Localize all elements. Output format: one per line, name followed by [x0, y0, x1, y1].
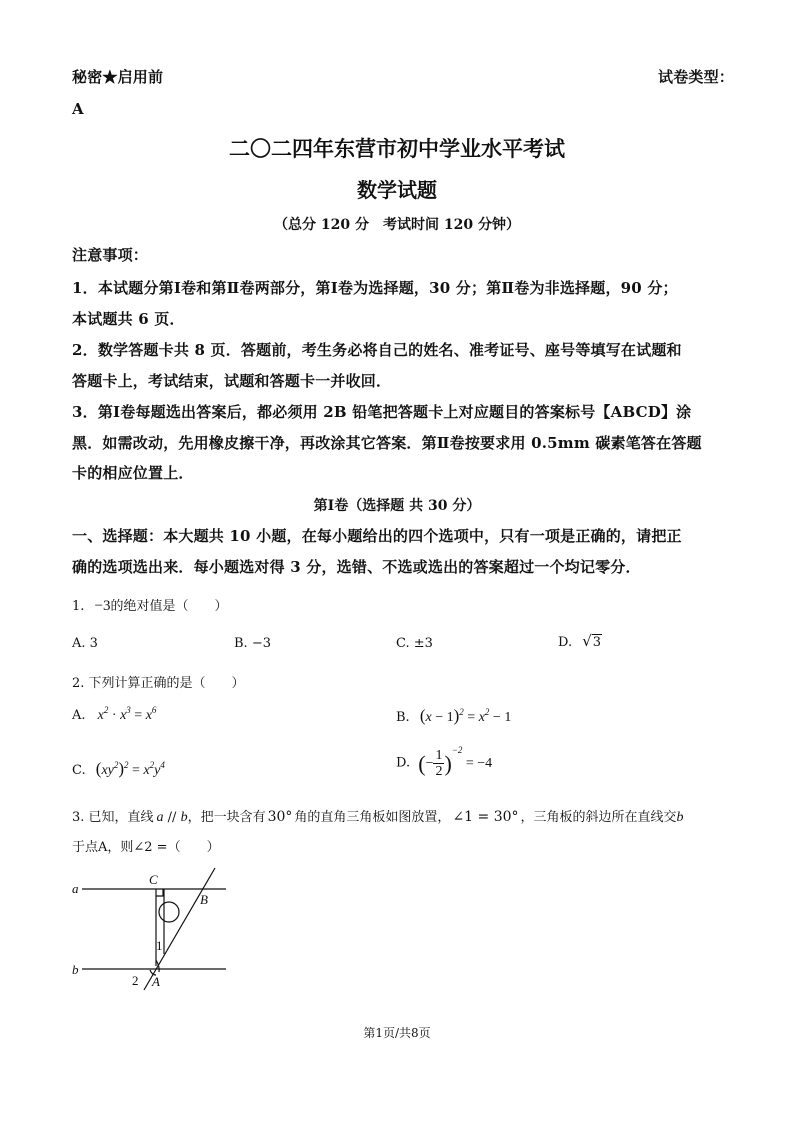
note-2-line-1: 2．数学答题卡共 8 页．答题前，考生务必将自己的姓名、准考证号、座号等填写在试题和	[72, 341, 682, 359]
q2-d-formula: (− $\frac{1}{2}$ )$^{-2}$ = −4	[418, 744, 493, 779]
q2-c-formula: $(xy^2)^2 = x^2y^4$	[95, 759, 165, 778]
q1-option-a[interactable]: A. 3	[72, 636, 98, 651]
label-A: A	[152, 974, 160, 989]
note-1-line-1: 1．本试题分第Ⅰ卷和第Ⅱ卷两部分，第Ⅰ卷为选择题，30 分；第Ⅱ卷为非选择题，90 分；	[72, 279, 678, 297]
option-label: D.	[396, 755, 411, 771]
q3-line-a: a	[156, 810, 164, 825]
score-info: （总分 120 分 考试时间 120 分钟）	[274, 217, 520, 233]
option-label: D.	[558, 635, 573, 650]
page-subtitle: 数学试题	[357, 178, 437, 202]
label-C: C	[149, 872, 158, 887]
question-number: 1.	[72, 599, 85, 614]
question-3-line-2: 于点A，则∠2 =（ ）	[72, 840, 220, 855]
label-2: 2	[132, 973, 139, 988]
q1-expression: −3	[94, 598, 111, 614]
q2-option-a[interactable]	[72, 705, 157, 724]
note-2-line-2: 答题卡上，考试结束，试题和答题卡一并收回．	[72, 372, 392, 390]
section-instruction-line-1: 一、选择题：本大题共 10 小题，在每小题给出的四个选项中，只有一项是正确的，请把正	[72, 527, 682, 545]
note-3-line-1: 3．第Ⅰ卷每题选出答案后，都必须用 2B 铅笔把答题卡上对应题目的答案标号【ABCD】涂	[72, 403, 692, 421]
section-heading: 第Ⅰ卷（选择题 共 30 分）	[313, 498, 481, 514]
q1-option-d[interactable]	[558, 632, 602, 650]
option-label: C.	[72, 763, 86, 778]
q3-text: ，把一块含有	[187, 810, 266, 825]
q2-a-formula: $x^2 \cdot x^3 = x^6$	[97, 705, 157, 723]
note-3-line-2: 黑．如需改动，先用橡皮擦干净，再改涂其它答案．第Ⅱ卷按要求用 0.5mm 碳素笔答在答题	[72, 434, 702, 452]
sqrt-radicand: 3	[592, 635, 602, 650]
page-footer: 第1页/共8页	[363, 1026, 431, 1040]
sqrt-icon: √	[582, 632, 592, 650]
q3-text: ，三角板的斜边所在直线交	[520, 810, 677, 825]
question-3-line-1	[72, 806, 684, 826]
section-instruction-line-2: 确的选项选出来．每小题选对得 3 分，选错、不选或选出的答案超过一个均记零分．	[72, 558, 641, 576]
q2-option-b[interactable]	[396, 706, 511, 726]
triangle-hole	[159, 902, 179, 922]
notes-heading: 注意事项：	[72, 246, 149, 264]
right-angle-mark	[156, 889, 163, 896]
paper-type-value: A	[72, 100, 84, 118]
option-label: A.	[72, 708, 86, 723]
question-2: 2. 下列计算正确的是（ ）	[72, 676, 245, 691]
q3-angle-30: 30°	[267, 809, 293, 825]
q2-option-d[interactable]	[396, 744, 493, 779]
label-b: b	[72, 962, 79, 977]
label-a: a	[72, 881, 79, 896]
q1-option-b[interactable]: B. −3	[234, 636, 271, 651]
q3-line-b: b	[180, 810, 188, 825]
secret-label: 秘密★启用前	[72, 68, 164, 86]
q2-option-c[interactable]	[72, 759, 165, 779]
q3-figure	[60, 862, 260, 997]
q2-b-formula: $(x - 1)^2 = x^2 - 1$	[419, 706, 512, 725]
q3-angle-1: ∠1 = 30°	[452, 809, 519, 825]
label-B: B	[200, 892, 208, 907]
note-1-line-2: 本试题共 6 页．	[72, 310, 185, 328]
q3-parallel: //	[163, 810, 181, 825]
q3-text: 角的直角三角板如图放置，	[294, 810, 451, 825]
label-1: 1	[156, 938, 163, 953]
q3-text: 3. 已知，直线	[72, 810, 154, 825]
option-label: B.	[396, 710, 410, 725]
q1-text: 的绝对值是（ ）	[110, 599, 228, 614]
question-1	[72, 595, 228, 615]
paper-type-label: 试卷类型：	[658, 68, 735, 86]
note-3-line-3: 卡的相应位置上．	[72, 464, 194, 482]
q3-line-b-ref: b	[676, 810, 684, 825]
q1-option-c[interactable]: C. ±3	[396, 636, 433, 651]
page-title: 二〇二四年东营市初中学业水平考试	[229, 136, 565, 161]
